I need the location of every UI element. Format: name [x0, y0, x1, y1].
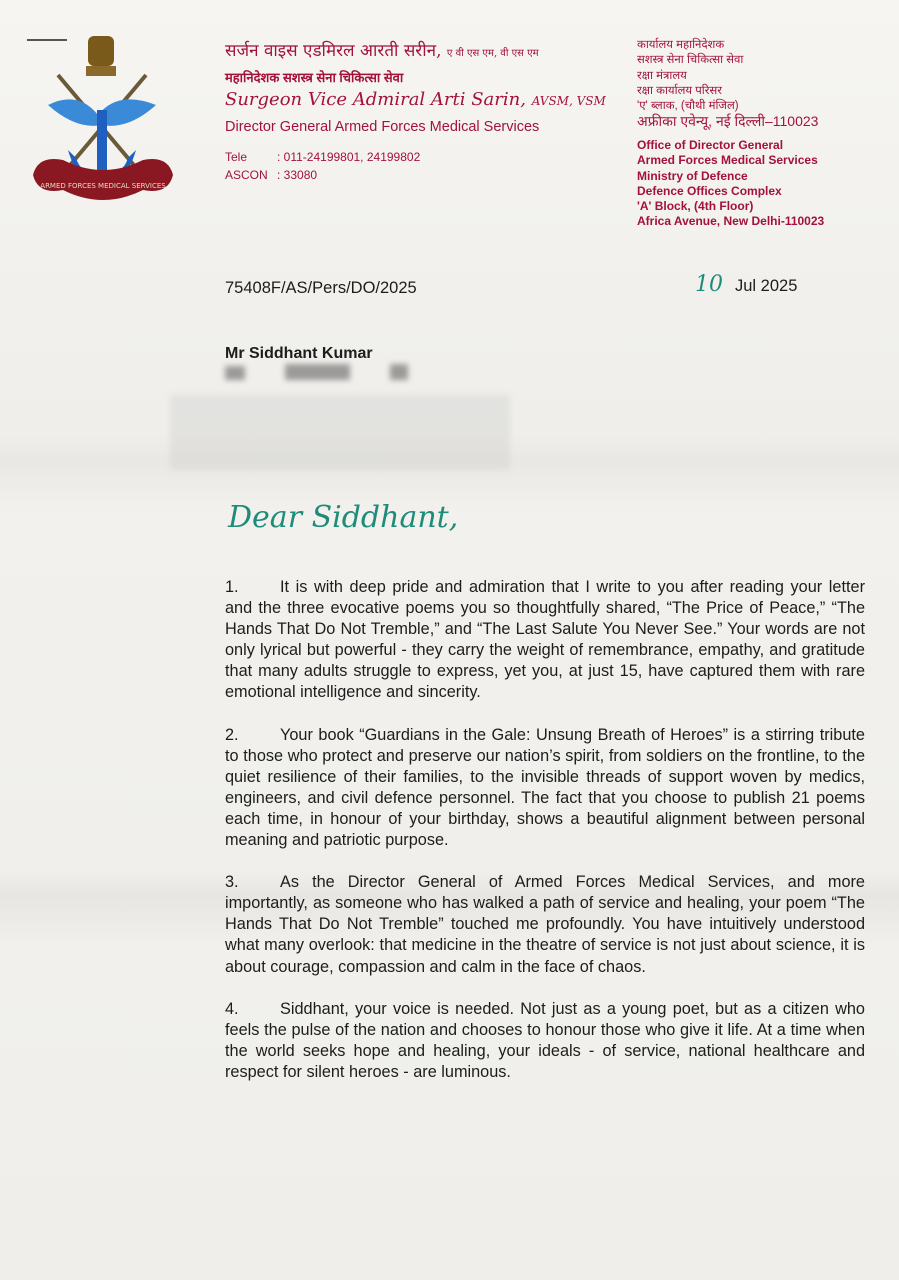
address-english: Office of Director General Armed Forces Medical Services Ministry of Defence Defence Offices Complex 'A' Block, (4th Floor) Africa Avenue, New Delhi-110023 [637, 138, 825, 229]
letter-date: 10 Jul 2025 [695, 272, 798, 297]
contact-info: Tele : 011-24199801, 24199802 ASCON : 33080 [225, 150, 421, 182]
paragraph: 3. As the Director General of Armed Forces Medical Services, and more importantly, as someone who has walked a path of service and healing, your poem “The Hands That Do Not Tremble” touched me profoundly. You have intuitively understood what many overlook: that medicine in the theatre of service is not just about science, it is about courage, compassion and calm in the face of chaos. [225, 873, 865, 976]
reference-number: 75408F/AS/Pers/DO/2025 [225, 279, 417, 297]
address-hindi: कार्यालय महानिदेशक सशस्त्र सेना चिकित्सा सेवा रक्षा मंत्रालय रक्षा कार्यालय परिसर 'ए' ब्लाक, (चौथी मंजिल) अफ्रीका एवेन्यू, नई दिल्ली–110023 [637, 39, 819, 130]
redacted-address [225, 366, 245, 380]
salutation: Dear Siddhant, [228, 500, 459, 535]
paragraph: 1. It is with deep pride and admiration that I write to you after reading your letter and the three evocative poems you so thoughtfully shared, “The Price of Peace,” “The Hands That Do Not Tremble,” and “The Last Salute You Never See.” Your words are not only lyrical but powerful - they carry the weight of remembrance, empathy, and gratitude that many adults struggle to express, yet you, at just 15, have captured them with rare emotional intelligence and sincerity. [225, 578, 865, 702]
afms-emblem-logo [28, 30, 178, 215]
logo-text: ARMED FORCES MEDICAL SERVICES [40, 182, 166, 190]
sender-name: Surgeon Vice Admiral Arti Sarin, AVSM, VSM [225, 89, 606, 110]
hindi-name: सर्जन वाइस एडमिरल आरती सरीन, ए वी एस एम, वी एस एम [225, 41, 539, 61]
recipient-name: Mr Siddhant Kumar [225, 345, 373, 362]
redacted-address [170, 395, 510, 470]
hindi-title: महानिदेशक सशस्त्र सेना चिकित्सा सेवा [225, 70, 404, 85]
letter-body [225, 577, 865, 1104]
redacted-address [390, 364, 408, 380]
paragraph: 4. Siddhant, your voice is needed. Not just as a young poet, but as a citizen who feels the pulse of the nation and chooses to honour those who give it life. At a time when the world seeks hope and healing, your ideals - of service, national healthcare and respect for silent heroes - are luminous. [225, 999, 865, 1081]
paragraph: 2. Your book “Guardians in the Gale: Unsung Breath of Heroes” is a stirring tribute to those who protect and preserve our nation’s spirit, from soldiers on the frontline, to the quiet resilience of their families, to the invisible threads of support woven by medics, engineers, and civil defence personnel. The fact that you choose to publish 21 poems each time, in honour of your birthday, shows a beautiful alignment between personal meaning and patriotic purpose. [225, 725, 865, 850]
sender-title: Director General Armed Forces Medical Services [225, 119, 540, 135]
redacted-address [285, 364, 350, 380]
